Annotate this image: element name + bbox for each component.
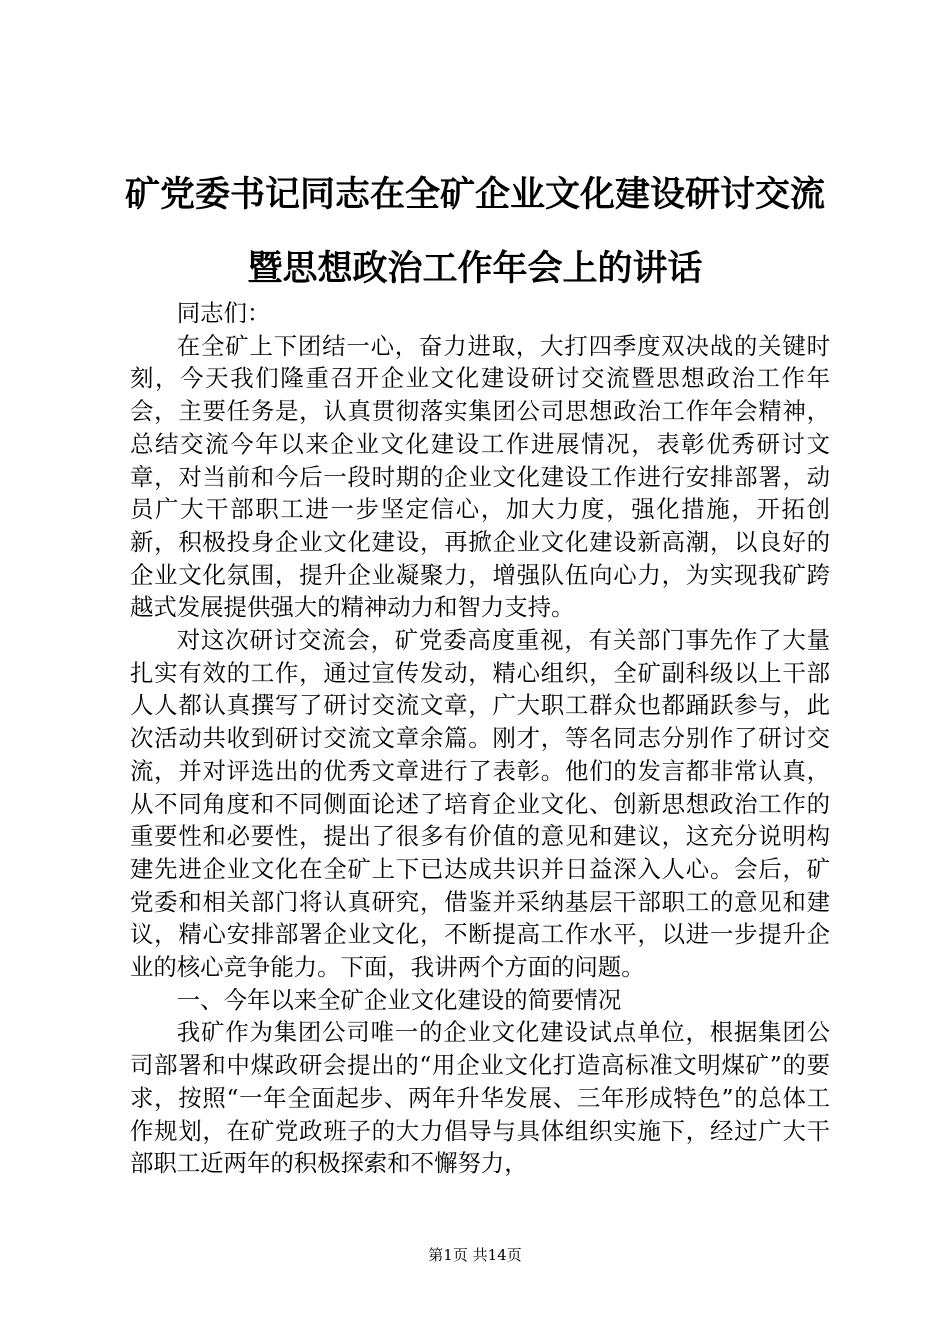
page-footer: 第1页 共14页 (428, 1246, 522, 1264)
section-heading: 一、今年以来全矿企业文化建设的简要情况 (176, 985, 622, 1014)
document-title (100, 158, 850, 306)
title-line-2: 暨思想政治工作年会上的讲话 (247, 248, 703, 289)
paragraph-section-1: 我矿作为集团公司唯一的企业文化建设试点单位，根据集团公司部署和中煤政研会提出的“用企业文化打造高标准文明煤矿”的要求，按照“一年全面起步、两年升华发展、三年形成特色”的总体工作规划，在矿党政班子的大力倡导与具体组织实施下，经过广大干部职工近两年的积极探索和不懈努力， (130, 1018, 830, 1178)
salutation: 同志们： (176, 299, 271, 327)
title-line-1: 矿党委书记同志在全矿企业文化建设研讨交流 (124, 174, 825, 215)
paragraph-opening: 在全矿上下团结一心，奋力进取，大打四季度双决战的关键时刻，今天我们隆重召开企业文化建设研讨交流暨思想政治工作年会，主要任务是，认真贯彻落实集团公司思想政治工作年会精神，总结交流今年以来企业文化建设工作进展情况，表彰优秀研讨文章，对当前和今后一段时期的企业文化建设工作进行安排部署，动员广大干部职工进一步坚定信心，加大力度，强化措施，开拓创新，积极投身企业文化建设，再掀企业文化建设新高潮，以良好的企业文化氛围，提升企业凝聚力，增强队伍向心力，为实现我矿跨越式发展提供强大的精神动力和智力支持。 (130, 331, 830, 622)
paragraph-meeting: 对这次研讨交流会，矿党委高度重视，有关部门事先作了大量扎实有效的工作，通过宣传发动，精心组织，全矿副科级以上干部人人都认真撰写了研讨交流文章，广大职工群众也都踊跃参与，此次活动共收到研讨交流文章余篇。刚才，等名同志分别作了研讨交流，并对评选出的优秀文章进行了表彰。他们的发言都非常认真，从不同角度和不同侧面论述了培育企业文化、创新思想政治工作的重要性和必要性，提出了很多有价值的意见和建议，这充分说明构建先进企业文化在全矿上下已达成共识并日益深入人心。会后，矿党委和相关部门将认真研究，借鉴并采纳基层干部职工的意见和建议，精心安排部署企业文化，不断提高工作水平，以进一步提升企业的核心竞争能力。下面，我讲两个方面的问题。 (130, 626, 830, 982)
document-body (130, 297, 830, 1180)
